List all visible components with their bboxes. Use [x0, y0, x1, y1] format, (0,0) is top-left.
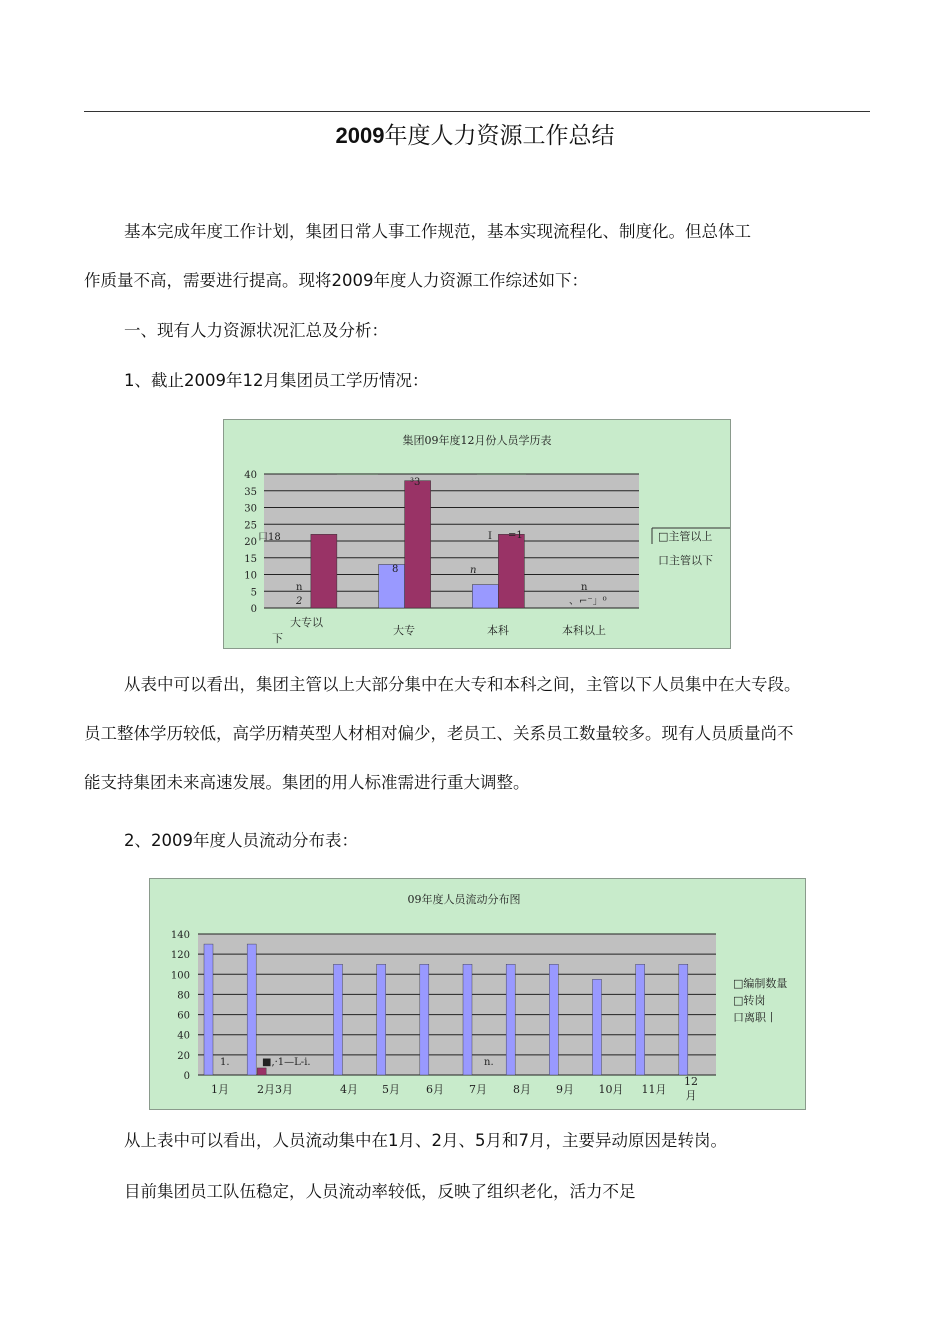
turnover-chart-svg — [150, 879, 805, 1109]
bar-编制数量-4 — [377, 964, 386, 1075]
analysis-2-line-2: 目前集团员工队伍稳定，人员流动率较低，反映了组织老化，活力不足 — [124, 1182, 636, 1201]
section-1-heading: 一、现有人力资源状况汇总及分析： — [124, 321, 388, 340]
data-label: 8 — [392, 564, 399, 575]
education-chart — [223, 419, 731, 649]
bar-编制数量-9 — [593, 979, 602, 1075]
category-label: 12 — [684, 1075, 698, 1088]
category-label: 6月 — [426, 1083, 444, 1096]
y-tick-label: 15 — [244, 553, 257, 565]
y-tick-label: 5 — [250, 587, 257, 599]
analysis-2-line-1: 从上表中可以看出，人员流动集中在1月、2月、5月和7月，主要异动原因是转岗。 — [124, 1131, 727, 1150]
category-label: 大专以下 — [272, 616, 323, 645]
y-tick-label: 20 — [177, 1050, 190, 1062]
y-tick-label: 40 — [244, 470, 257, 481]
category-label: 8月 — [513, 1083, 531, 1096]
bar-转岗-1 — [257, 1068, 266, 1075]
y-tick-label: 10 — [244, 570, 257, 582]
data-label: ³3 — [410, 477, 421, 488]
title-year: 2009 — [335, 123, 385, 148]
document-title — [0, 117, 950, 150]
bar-below-supervisor-0 — [311, 534, 337, 608]
bar-编制数量-10 — [636, 964, 645, 1075]
legend-label: 口主管以下 — [658, 554, 713, 567]
category-label: 10月 — [598, 1083, 624, 1096]
y-tick-label: 120 — [170, 950, 190, 962]
data-label: n — [296, 582, 303, 593]
category-label: 1月 — [211, 1083, 229, 1096]
category-label: 大专 — [393, 624, 415, 637]
category-label: 本科以上 — [562, 624, 606, 637]
data-label: =1 — [508, 530, 523, 541]
analysis-1-line-2: 员工整体学历较低，高学历精英型人材相对偏少，老员工、关系员工数量较多。现有人员质量尚不 — [84, 724, 794, 743]
header-rule — [84, 111, 870, 112]
analysis-1-line-1: 从表中可以看出，集团主管以上大部分集中在大专和本科之间，主管以下人员集中在大专段。 — [124, 675, 801, 694]
y-tick-label: 20 — [244, 537, 257, 548]
category-label: 5月 — [382, 1083, 400, 1096]
data-label: n. — [484, 1057, 494, 1068]
analysis-1-line-3: 能支持集团未来高速发展。集团的用人标准需进行重大调整。 — [84, 773, 530, 792]
y-tick-label: 0 — [183, 1071, 190, 1082]
data-label: 口18 — [258, 532, 281, 543]
bar-编制数量-3 — [334, 964, 343, 1075]
category-label: 月 — [685, 1089, 697, 1102]
category-label: 11月 — [641, 1083, 667, 1096]
bar-编制数量-0 — [204, 944, 213, 1075]
y-tick-label: 60 — [177, 1010, 190, 1022]
y-tick-label: 100 — [170, 970, 190, 982]
education-chart-svg — [224, 420, 730, 648]
intro-line-2: 作质量不高，需要进行提高。现将2009年度人力资源工作综述如下： — [84, 271, 588, 290]
y-tick-label: 0 — [250, 604, 257, 615]
data-label: I — [488, 531, 492, 542]
bar-below-supervisor-2 — [498, 534, 524, 608]
item-1-heading: 1、截止2009年12月集团员工学历情况： — [124, 371, 429, 390]
bar-编制数量-6 — [463, 964, 472, 1075]
category-label: 2月3月 — [257, 1083, 293, 1096]
category-label: 本科 — [487, 624, 509, 637]
data-label: ■,·1—L-i. — [262, 1057, 311, 1068]
category-label: 9月 — [556, 1083, 574, 1096]
data-label: 2 — [296, 596, 303, 607]
data-label: n — [470, 565, 477, 576]
education-chart-title: 集团09年度12月份人员学历表 — [402, 434, 552, 447]
turnover-chart — [149, 878, 806, 1110]
legend-label: □编制数量 — [733, 977, 788, 990]
y-tick-label: 35 — [244, 486, 257, 498]
turnover-chart-title: 09年度人员流动分布图 — [407, 893, 521, 906]
bar-编制数量-8 — [549, 964, 558, 1075]
y-tick-label: 25 — [244, 520, 257, 532]
item-2-heading: 2、2009年度人员流动分布表： — [124, 831, 358, 850]
y-tick-label: 40 — [177, 1030, 190, 1042]
bar-above-supervisor-2 — [472, 585, 498, 608]
data-label: 、⌐⁻」⁰ — [569, 596, 607, 607]
title-text: 年度人力资源工作总结 — [384, 123, 615, 149]
bar-编制数量-11 — [679, 964, 688, 1075]
bar-编制数量-1 — [247, 944, 256, 1075]
y-tick-label: 80 — [177, 990, 190, 1002]
category-label: 4月 — [340, 1083, 358, 1096]
category-label: 7月 — [469, 1083, 487, 1096]
bar-below-supervisor-1 — [405, 481, 431, 608]
y-tick-label: 140 — [170, 930, 190, 941]
legend-label: □转岗 — [733, 994, 766, 1007]
data-label: 1. — [220, 1057, 230, 1068]
legend-label: □主管以上 — [658, 530, 713, 543]
bar-编制数量-5 — [420, 964, 429, 1075]
data-label: n — [581, 582, 588, 593]
y-tick-label: 30 — [244, 503, 257, 515]
legend-label: 口离职丨 — [733, 1011, 777, 1024]
bar-编制数量-7 — [506, 964, 515, 1075]
intro-line-1: 基本完成年度工作计划，集团日常人事工作规范，基本实现流程化、制度化。但总体工 — [124, 222, 751, 241]
